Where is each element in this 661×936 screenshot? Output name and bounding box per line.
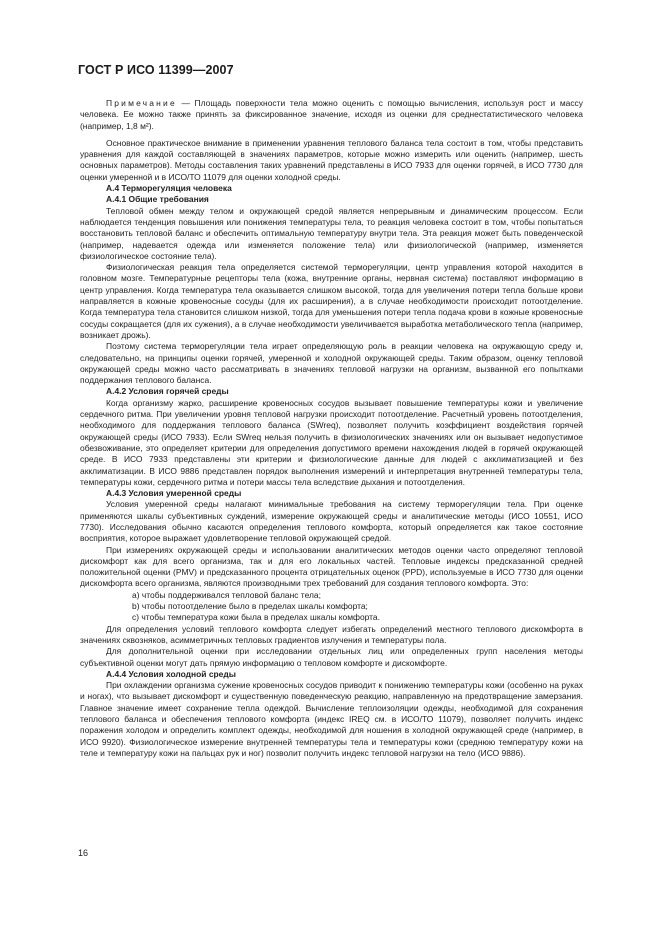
section-a41-paragraph-1: Тепловой обмен между телом и окружающей средой является непрерывным и динамическим процессом. Если наблюдается тенденция повышения или понижения температуры тела, то реакция человека состоит в том, чтобы попытаться восстановить тепловой баланс и обеспечить оптимальную температуру внутри тела. Эта реакция может быть поведенческой (например, надевается одежда или изменяется положение тела) или физиологической (например, изменяется физиологическое состояние тела). <box>80 205 583 261</box>
section-a41-paragraph-3: Поэтому система терморегуляции тела играет определяющую роль в реакции человека на окружающую среду и, следовательно, на принципы оценки горячей, умеренной и холодной окружающей среды. Таким образом, оценку тепловой окружающей среды можно часто рассматривать в значениях тепловой нагрузки на организм, вызванной его попытками поддержания теплового баланса. <box>80 341 583 386</box>
section-a42-paragraph-1: Когда организму жарко, расширение кровеносных сосудов вызывает повышение температуры кожи и увеличение сердечного ритма. При увеличении уровня тепловой нагрузки происходит потоотделение. Расчетный уровень потоотделения, необходимого для поддержания теплового баланса (SWreq), позволяет получить коэффициент воздействия горячей окружающей среды (ИСО 7933). Если SWreq нельзя получить в физиологических значениях или он вызывает недопустимое обезвоживание, это определяет критерии для определения допустимого времени нахождения людей в горячей окружающей среде. В ИСО 7933 представлены эти критерии и физиологические данные для людей с акклиматизацией и без акклиматизации. В ИСО 9886 представлен порядок выполнения измерений и интерпретация внутренней температуры тела, температуры кожи, сердечного ритма и потери массы тела вследствие дыхания и потоотделения. <box>80 397 583 487</box>
section-a44-paragraph-1: При охлаждении организма сужение кровеносных сосудов приводит к понижению температуры кожи (особенно на руках и ногах), что вызывает дискомфорт и существенную поведенческую реакцию, направленную на предотвращение замерзания. Главное значение имеет сохранение тепла одеждой. Вычисление теплоизоляции одежды, необходимой для сохранения теплового баланса и обеспечения теплового комфорта (индекс IREQ см. в ИСО/ТО 11079), позволяет получить индекс поражения холодом и определить комплект одежды, необходимой для ношения в холодной окружающей среде (например, в ИСО 9920). Физиологическое измерение внутренней температуры тела и температуры кожи (среднюю температуру кожи на теле и температуру кожи на пальцах рук и ног) позволит получить индекс тепловой нагрузки на тело (ИСО 9886). <box>80 680 583 758</box>
document-body <box>80 98 583 759</box>
page-header-title: ГОСТ Р ИСО 11399—2007 <box>78 63 234 77</box>
section-a43-paragraph-2: При измерениях окружающей среды и использовании аналитических методов оценки часто определяют тепловой дискомфорт как для всего организма, так и для его локальных частей. Тепловые индексы предсказанной средней положительной оценки (PMV) и предсказанного процента отрицательных оценок (PPD), используемые в ИСО 7730 для оценки дискомфорта всего организма, являются производными трех требований для создания теплового комфорта. Это: <box>80 544 583 589</box>
page-number: 16 <box>78 848 89 858</box>
section-a43-heading: А.4.3 Условия умеренной среды <box>106 488 242 499</box>
note-paragraph <box>80 98 583 132</box>
section-a42-heading: А.4.2 Условия горячей среды <box>106 386 229 397</box>
note-text: — Площадь поверхности тела можно оценить с помощью вычисления, используя рост и массу человека. Ее можно также принять за фиксированное значение, исходя из оценки для среднестатистического человека (например, 1,8 м²). <box>80 98 583 131</box>
list-item-c: с) чтобы температура кожи была в пределах шкалы комфорта. <box>132 612 380 623</box>
list-item-a: а) чтобы поддерживался тепловой баланс тела; <box>132 589 321 600</box>
section-a43-paragraph-1: Условия умеренной среды налагают минимальные требования на систему терморегуляции тела. При оценке применяются шкалы субъективных суждений, измерение окружающей среды и аналитические методы (ИСО 10551, ИСО 7730). Исследования обычно касаются определения теплового комфорта, который определяется как такое состояние восприятия, которое выражает удовлетворение тепловой окружающей средой. <box>80 499 583 544</box>
section-a44-heading: А.4.4 Условия холодной среды <box>106 668 236 679</box>
section-a41-heading: А.4.1 Общие требования <box>106 194 209 205</box>
intro-paragraph: Основное практическое внимание в применении уравнения теплового баланса тела состоит в том, чтобы представить уравнения для каждой составляющей в значениях параметров, которые можно измерить или оценить (например, шесть основных параметров). Методы составления таких уравнений представлены в ИСО 7933 для оценки горячей, в ИСО 7730 для оценки умеренной и в ИСО/ТО 11079 для оценки холодной среды. <box>80 137 583 182</box>
section-a43-paragraph-3: Для определения условий теплового комфорта следует избегать определений местного теплового дискомфорта в значениях сквозняков, асимметричных тепловых градиентов излучения и температуры пола. <box>80 623 583 645</box>
note-label: Примечание <box>106 98 177 108</box>
section-a4-heading: А.4 Терморегуляция человека <box>106 183 232 194</box>
list-item-b: b) чтобы потоотделение было в пределах шкалы комфорта; <box>132 601 368 612</box>
section-a43-paragraph-4: Для дополнительной оценки при исследовании отдельных лиц или определенных групп населения методы субъективной оценки могут дать прямую информацию о тепловом комфорте и дискомфорте. <box>80 646 583 668</box>
section-a41-paragraph-2: Физиологическая реакция тела определяется системой терморегуляции, центр управления которой находится в головном мозге. Температурные рецепторы тела (кожа, внутренние органы, нервная система) поставляют информацию в центр управления. Когда температура тела оказывается слишком высокой, тогда для увеличения потери тепла больше крови направляется в кожные кровеносные сосуды (для их расширения), а в случае необходимости происходит потоотделение. Когда температура тела становится слишком низкой, тогда для уменьшения потери тепла подача крови в кожные кровеносные сосуды сокращается (для их сужения), а в случае необходимости увеличивается выработка метаболического тепла (например, возникает дрожь). <box>80 262 583 340</box>
